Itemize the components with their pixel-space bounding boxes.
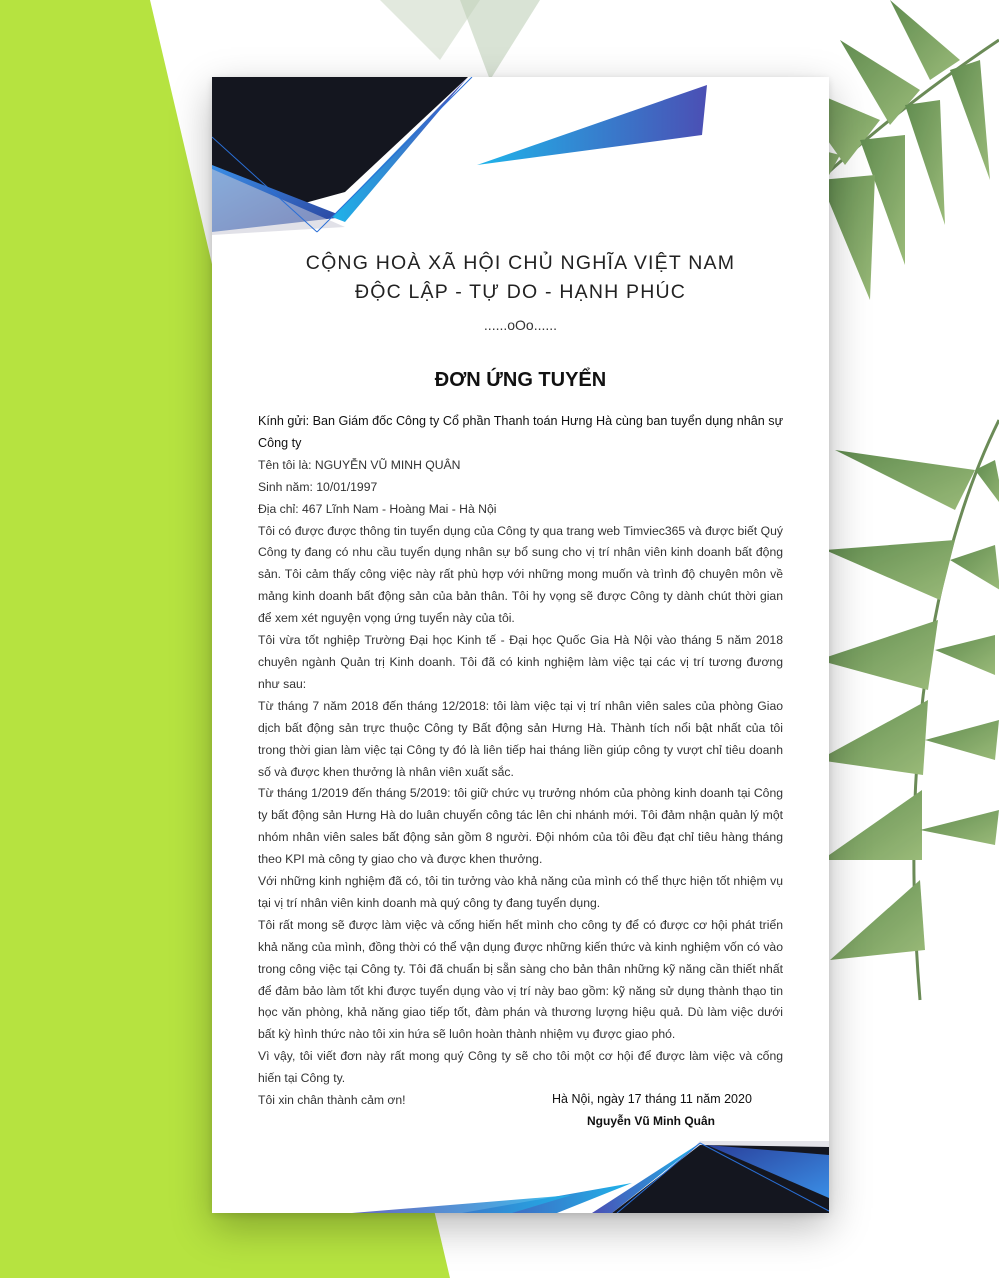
nation-line-1: CỘNG HOÀ XÃ HỘI CHỦ NGHĨA VIỆT NAM	[305, 252, 736, 274]
letter-body	[258, 411, 783, 1112]
paragraph-7: Vì vậy, tôi viết đơn này rất mong quý Công ty sẽ cho tôi một cơ hội để được làm việc và cống hiến tại Công ty.	[258, 1049, 783, 1086]
paragraph-3: Từ tháng 7 năm 2018 đến tháng 12/2018: tôi làm việc tại vị trí nhân viên sales của phòng Giao dịch bất động sản trực thuộc Công ty Bất động sản Hưng Hà. Thành tích nổi bật nhất của tôi trong thời gian làm việc tại Công ty đó là liên tiếp hai tháng liền giúp công ty vượt chỉ tiêu doanh số và được khen thưởng là nhân viên xuất sắc.	[258, 698, 783, 779]
header-geometric-decoration	[212, 77, 829, 237]
application-letter-page	[212, 77, 829, 1213]
greeting: Kính gửi: Ban Giám đốc Công ty Cổ phần Thanh toán Hưng Hà cùng ban tuyển dụng nhân sự Công ty	[258, 414, 783, 450]
signer-name: Nguyễn Vũ Minh Quân	[587, 1114, 715, 1128]
paragraph-1: Tôi có được được thông tin tuyển dụng của Công ty qua trang web Timviec365 và được biết Quý Công ty đang có nhu cầu tuyển dụng nhân sự bổ sung cho vị trí nhân viên kinh doanh bất động sản. Tôi cảm thấy công việc này rất phù hợp với những mong muốn và trình độ chuyên môn về mảng kinh doanh bất động sản của bản thân. Tôi hy vọng sẽ được Công ty dành chút thời gian để xem xét nguyện vọng ứng tuyển này của tôi.	[258, 523, 783, 626]
document-title: ĐƠN ỨNG TUYỂN	[434, 369, 607, 391]
national-motto	[212, 249, 829, 307]
paragraph-2: Tôi vừa tốt nghiệp Trường Đại học Kinh tế - Đại học Quốc Gia Hà Nội vào tháng 5 năm 2018 chuyên ngành Quản trị Kinh doanh. Tôi đã có kinh nghiệm làm việc tại các vị trí tương đương như sau:	[258, 633, 783, 691]
place-date: Hà Nội, ngày 17 tháng 11 năm 2020	[552, 1092, 752, 1106]
closing-line: Tôi xin chân thành cảm ơn!	[258, 1093, 406, 1108]
birth-line: Sinh năm: 10/01/1997	[258, 479, 378, 494]
paragraph-4: Từ tháng 1/2019 đến tháng 5/2019: tôi giữ chức vụ trưởng nhóm của phòng kinh doanh tại Công ty bất động sản Hưng Hà do luân chuyển công tác lên chi nhánh mới. Tôi đảm nhận quản lý một nhóm nhân viên sales bất động sản gồm 8 người. Đội nhóm của tôi đều đạt chỉ tiêu hàng tháng theo KPI mà công ty giao cho và được khen thưởng.	[258, 786, 783, 867]
address-line: Địa chỉ: 467 Lĩnh Nam - Hoàng Mai - Hà Nội	[258, 501, 497, 516]
paragraph-5: Với những kinh nghiệm đã có, tôi tin tưởng vào khả năng của mình có thể thực hiện tốt nhiệm vụ tại vị trí nhân viên kinh doanh mà quý công ty đang tuyển dụng.	[258, 874, 783, 910]
paragraph-6: Tôi rất mong sẽ được làm việc và cống hiến hết mình cho công ty để có được cơ hội phát triển khả năng của mình, đồng thời có thể vận dụng được những kiến thức và kinh nghiệm vốn có vào trong công việc tại Công ty. Tôi đã chuẩn bị sẵn sàng cho bản thân những kỹ năng cần thiết nhất để đảm bảo làm tốt khi được tuyển dụng vào vị trí này bao gồm: kỹ năng sử dụng thành thạo tin học văn phòng, khả năng giao tiếp tốt, đàm phán và thương lượng hiệu quả. Dù làm việc dưới bất kỳ hình thức nào tôi xin hứa sẽ luôn hoàn thành nhiệm vụ được giao phó.	[258, 917, 783, 1042]
name-line: Tên tôi là: NGUYỄN VŨ MINH QUÂN	[258, 457, 461, 472]
nation-line-2: ĐỘC LẬP - TỰ DO - HẠNH PHÚC	[354, 281, 687, 303]
footer-geometric-decoration	[212, 1133, 829, 1213]
separator: ......oOo......	[483, 317, 558, 333]
